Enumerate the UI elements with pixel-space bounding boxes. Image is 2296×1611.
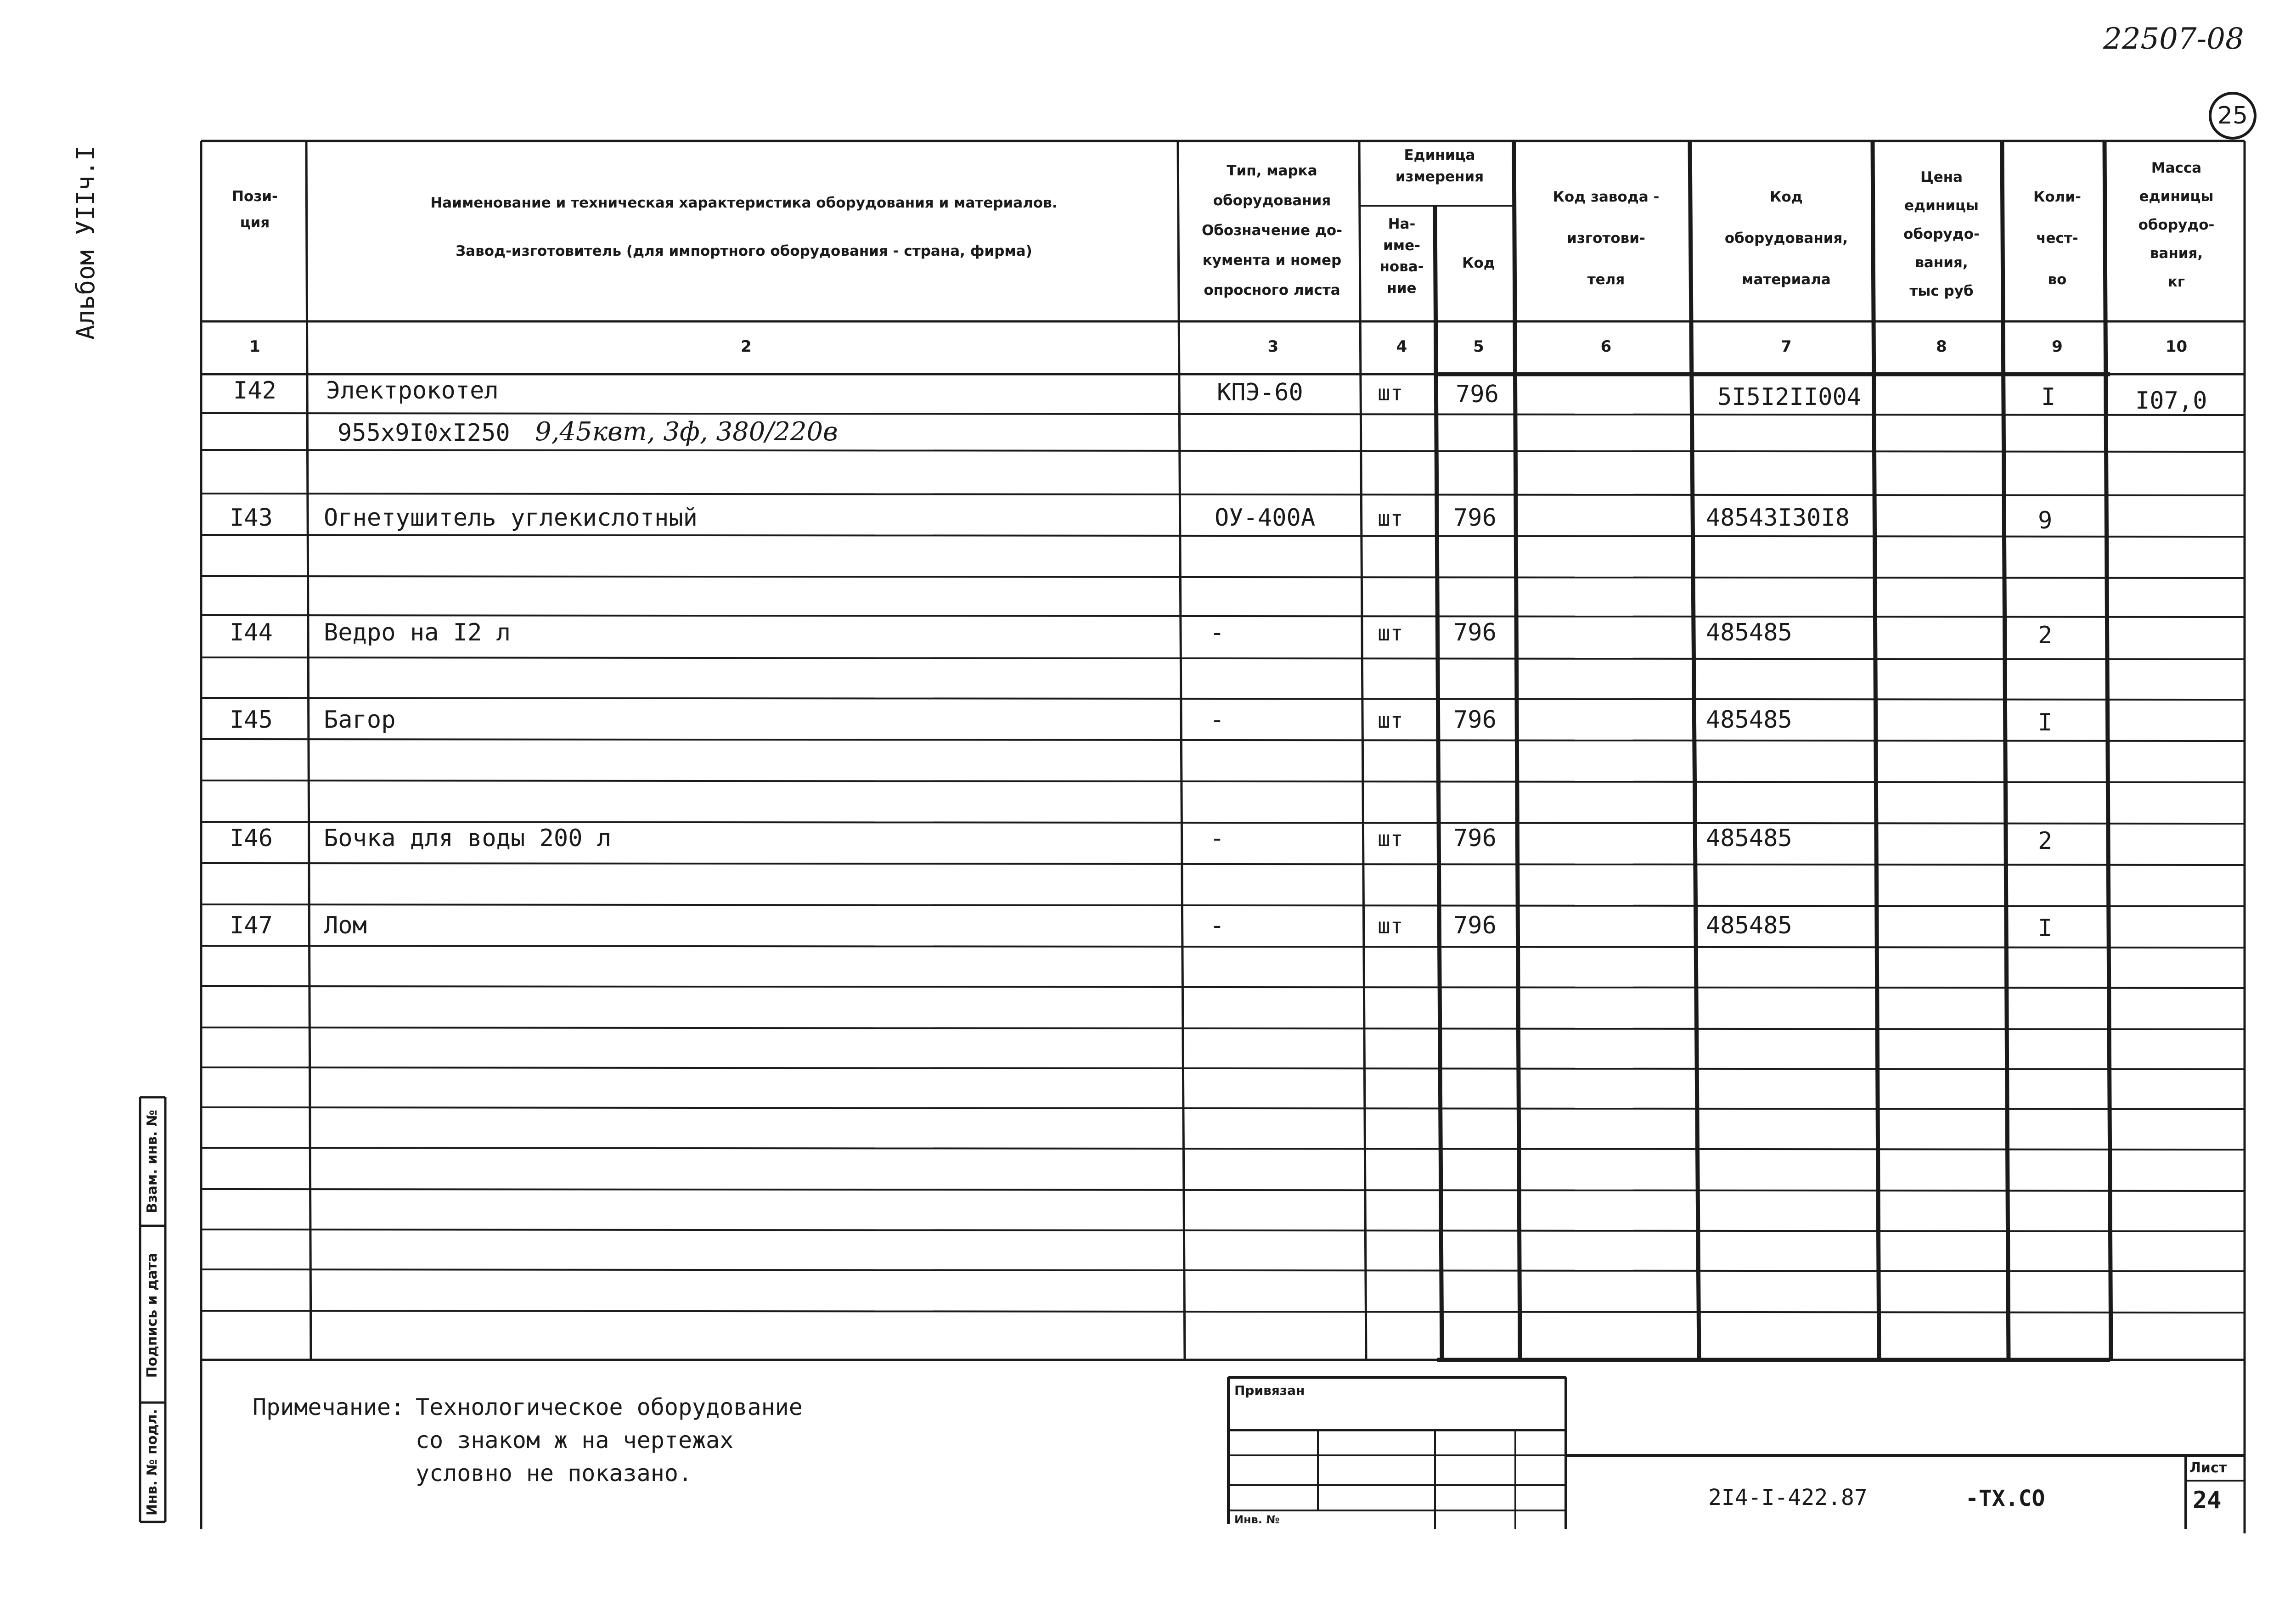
cell-unit: шт xyxy=(1378,826,1403,851)
column-number: 10 xyxy=(2165,337,2188,356)
cell-unit: шт xyxy=(1378,708,1403,733)
side-label-sign-date: Подпись и дата xyxy=(144,1252,160,1378)
document-designation: 2I4-I-422.87 xyxy=(1708,1485,1868,1510)
column-number: 7 xyxy=(1781,337,1792,356)
cell-type: - xyxy=(1210,912,1225,939)
cell-quantity: I xyxy=(2041,383,2056,411)
note-line: Технологическое оборудование xyxy=(416,1394,803,1420)
header-factory-code: Код завода - изготови- теля xyxy=(1553,189,1660,288)
cell-unit: шт xyxy=(1378,621,1403,646)
cell-name-handwritten: 9,45квт, 3ф, 380/220в xyxy=(535,417,838,447)
sheet-number-circle: 25 xyxy=(2209,92,2257,140)
sheet-value: 24 xyxy=(2193,1487,2222,1514)
note-label: Примечание: xyxy=(253,1394,405,1420)
cell-position: I46 xyxy=(230,825,273,852)
cell-name: Бочка для воды 200 л xyxy=(324,825,612,852)
cell-equipment-code: 48543I30I8 xyxy=(1706,504,1850,532)
album-label-text: Альбом УIIч.I xyxy=(71,146,100,340)
cell-unit-code: 796 xyxy=(1453,706,1497,734)
cell-quantity: I xyxy=(2038,915,2053,942)
cell-name: Ведро на I2 л xyxy=(324,619,511,646)
cell-type: КПЭ-60 xyxy=(1217,379,1303,406)
cell-equipment-code: 485485 xyxy=(1706,619,1792,646)
column-number: 3 xyxy=(1267,337,1279,356)
cell-position: I47 xyxy=(230,912,273,939)
cell-equipment-code: 485485 xyxy=(1706,912,1792,939)
cell-equipment-code: 5I5I2II004 xyxy=(1717,383,1862,411)
cell-quantity: 2 xyxy=(2038,622,2053,649)
cell-type: - xyxy=(1210,825,1225,852)
column-number: 6 xyxy=(1600,337,1612,356)
cell-position: I45 xyxy=(230,706,273,734)
side-label-replace-inv: Взам. инв. № xyxy=(144,1110,160,1213)
header-type: Тип, марка оборудования Обозначение до- кумента и номер опросного листа xyxy=(1201,163,1343,299)
header-quantity: Коли- чест- во xyxy=(2033,189,2081,288)
cell-unit-code: 796 xyxy=(1453,504,1497,532)
stamp-inv-label: Инв. № xyxy=(1234,1513,1280,1526)
header-equipment-code: Код оборудования, материала xyxy=(1724,189,1848,288)
document-suffix: -ТХ.СО xyxy=(1965,1486,2045,1511)
note-line: со знаком ж на чертежах xyxy=(416,1427,734,1454)
cell-type: - xyxy=(1210,619,1225,646)
header-unit-name: На- име- нова- ние xyxy=(1379,216,1424,297)
column-number: 5 xyxy=(1473,337,1484,356)
column-number: 4 xyxy=(1396,337,1407,356)
header-position: Пози- ция xyxy=(232,188,278,231)
side-label-inv-orig: Инв. № подл. xyxy=(144,1409,160,1516)
cell-type: - xyxy=(1210,706,1225,734)
cell-unit: шт xyxy=(1378,381,1403,405)
cell-unit: шт xyxy=(1378,914,1403,938)
cell-quantity: I xyxy=(2038,709,2053,736)
cell-unit-code: 796 xyxy=(1456,381,1499,408)
column-number: 1 xyxy=(249,337,260,356)
doc-number-handwritten: 22507-08 xyxy=(2103,22,2244,56)
cell-position: I44 xyxy=(230,619,273,646)
cell-unit: шт xyxy=(1378,506,1403,531)
cell-quantity: 9 xyxy=(2038,507,2053,534)
cell-mass: I07,0 xyxy=(2135,387,2207,415)
header-price: Цена единицы оборудо- вания, тыс руб xyxy=(1903,169,1980,299)
cell-position: I42 xyxy=(233,377,276,404)
header-unit-group: Единица измерения xyxy=(1395,147,1484,185)
cell-name-line2: 955х9I0хI250 xyxy=(338,419,510,447)
header-unit-code: Код xyxy=(1462,255,1495,271)
header-mass: Масса единицы оборудо- вания, кг xyxy=(2138,160,2215,290)
cell-position: I43 xyxy=(230,504,273,532)
cell-name: Огнетушитель углекислотный xyxy=(324,504,698,532)
cell-type: ОУ-400А xyxy=(1215,504,1316,532)
cell-unit-code: 796 xyxy=(1453,619,1497,646)
header-name: Наименование и техническая характеристика оборудования и материалов. Завод-изготовитель (для импортного оборудования - страна, фирма) xyxy=(430,195,1058,260)
column-number: 8 xyxy=(1936,337,1947,356)
note-line: условно не показано. xyxy=(416,1460,692,1487)
stamp-bound-label: Привязан xyxy=(1234,1383,1305,1398)
cell-unit-code: 796 xyxy=(1453,825,1497,852)
cell-name: Электрокотел xyxy=(326,377,499,404)
sheet-label: Лист xyxy=(2189,1460,2227,1476)
cell-name: Багор xyxy=(324,706,396,734)
cell-equipment-code: 485485 xyxy=(1706,825,1792,852)
column-number: 2 xyxy=(741,337,752,356)
cell-name: Лом xyxy=(324,912,367,939)
cell-equipment-code: 485485 xyxy=(1706,706,1792,734)
column-number: 9 xyxy=(2052,337,2063,356)
cell-quantity: 2 xyxy=(2038,827,2053,855)
cell-unit-code: 796 xyxy=(1453,912,1497,939)
